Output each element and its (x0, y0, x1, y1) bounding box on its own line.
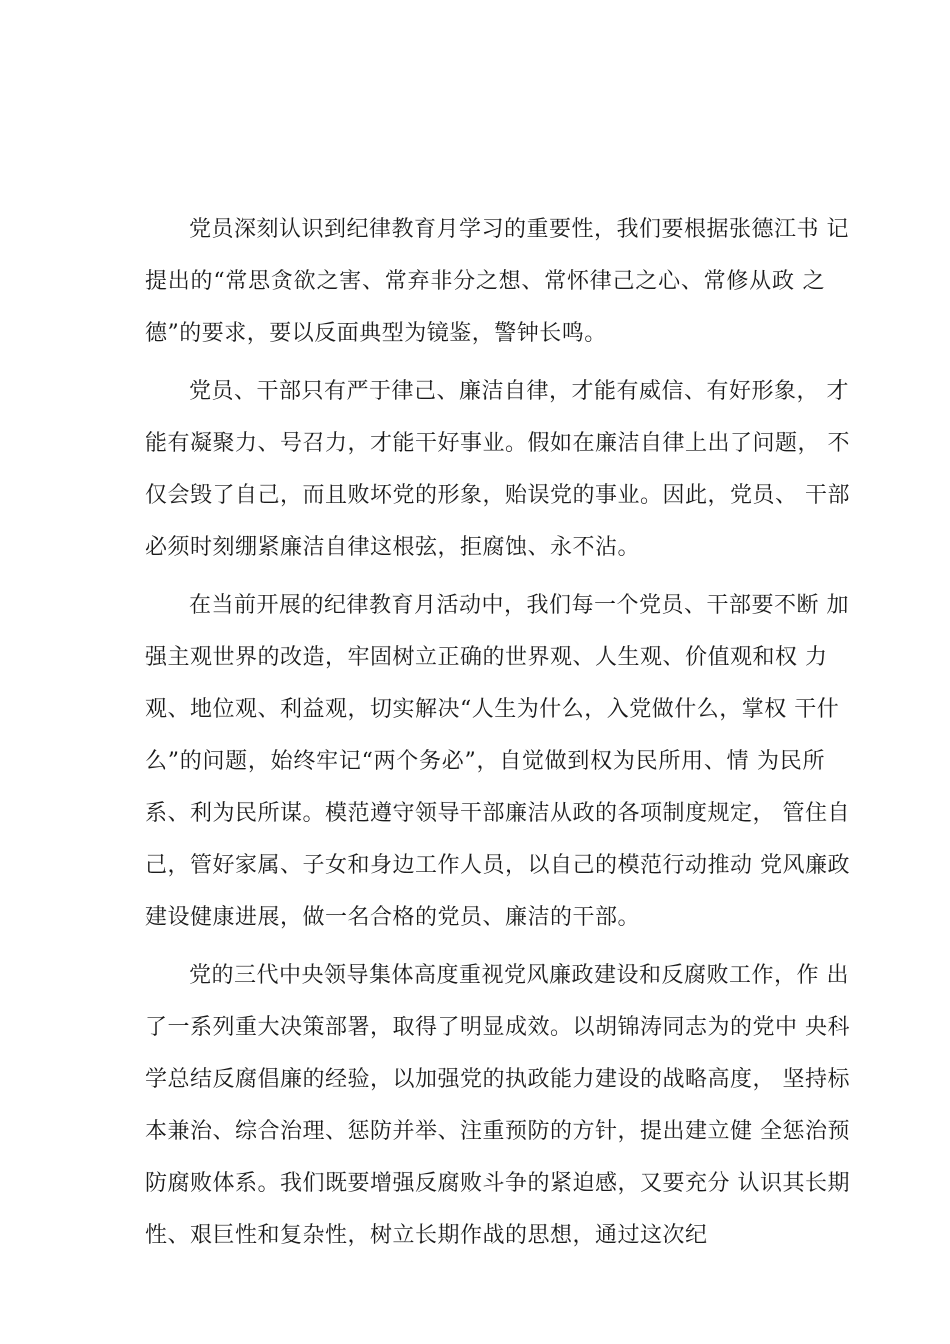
paragraph-line: 德”的要求，要以反面典型为镜鉴，警钟长鸣。 (145, 321, 607, 346)
paragraph-line: 提出的“常思贪欲之害、常弃非分之想、常怀律己之心、常修从政 之 (145, 269, 825, 294)
paragraph-line: 观、地位观、利益观，切实解决“人生为什么，入党做什么，掌权 干什 (145, 697, 840, 722)
paragraph-line: 己，管好家属、子女和身边工作人员，以自己的模范行动推动 党风廉政 (145, 853, 850, 878)
paragraph-line: 建设健康进展，做一名合格的党员、廉洁的干部。 (145, 905, 641, 930)
paragraph-line: 了一系列重大决策部署，取得了明显成效。以胡锦涛同志为的党中 央科 (145, 1015, 850, 1040)
paragraph-line: 学总结反腐倡廉的经验，以加强党的执政能力建设的战略高度， 坚持标 (145, 1067, 850, 1092)
paragraph-line: 能有凝聚力、号召力，才能干好事业。假如在廉洁自律上出了问题， 不 (145, 431, 850, 456)
paragraph-line: 必须时刻绷紧廉洁自律这根弦，拒腐蚀、永不沾。 (145, 535, 641, 560)
paragraph-line: 党员、干部只有严于律己、廉洁自律，才能有威信、有好形象， 才 (189, 379, 849, 404)
paragraph-line: 仅会毁了自己，而且败坏党的形象，贻误党的事业。因此，党员、 干部 (145, 483, 850, 508)
paragraph-line: 系、利为民所谋。模范遵守领导干部廉洁从政的各项制度规定， 管住自 (145, 801, 850, 826)
paragraph-line: 强主观世界的改造，牢固树立正确的世界观、人生观、价值观和权 力 (145, 645, 828, 670)
paragraph-line: 党员深刻认识到纪律教育月学习的重要性，我们要根据张德江书 记 (189, 217, 849, 242)
paragraph-line: 党的三代中央领导集体高度重视党风廉政建设和反腐败工作，作 出 (189, 963, 849, 988)
paragraph-4 (145, 950, 850, 1262)
paragraph-line: 在当前开展的纪律教育月活动中，我们每一个党员、干部要不断 加 (189, 593, 849, 618)
paragraph-1 (145, 204, 849, 360)
paragraph-line: 性、艰巨性和复杂性，树立长期作战的思想，通过这次纪 (145, 1223, 708, 1248)
paragraph-line: 本兼治、综合治理、惩防并举、注重预防的方针，提出建立健 全惩治预 (145, 1119, 850, 1144)
paragraph-line: 防腐败体系。我们既要增强反腐败斗争的紧迫感，又要充分 认识其长期 (145, 1171, 850, 1196)
paragraph-2 (145, 366, 850, 574)
paragraph-line: 么”的问题，始终牢记“两个务必”，自觉做到权为民所用、情 为民所 (145, 749, 825, 774)
paragraph-3 (145, 580, 850, 944)
